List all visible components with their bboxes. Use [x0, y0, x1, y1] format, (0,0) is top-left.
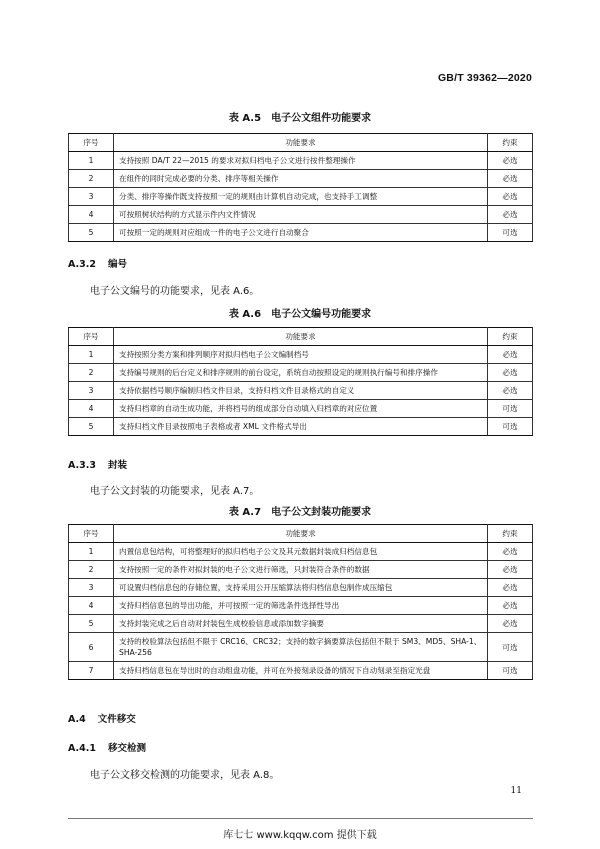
column-header-requirement: 功能要求	[114, 328, 488, 346]
section-number: A.3.3	[68, 460, 96, 471]
table-row: 1 内置信息包结构，可将整理好的拟归档电子公文及其元数据封装成归档信息包 必选	[69, 543, 533, 561]
column-header-number: 序号	[69, 134, 114, 152]
section-title: 编号	[107, 259, 127, 270]
table-row: 1 支持按照分类方案和排列顺序对拟归档电子公文编制档号 必选	[69, 346, 533, 364]
table-a5	[68, 133, 533, 242]
standard-code: GB/T 39362—2020	[437, 72, 532, 84]
table-row: 2 在组件的同时完成必要的分类、排序等相关操作 必选	[69, 170, 533, 188]
section-heading-a332	[68, 256, 127, 270]
column-header-number: 序号	[69, 328, 114, 346]
table-a5-title: 表 A.5 电子公文组件功能要求	[228, 113, 372, 124]
table-row: 2 支持编号规则的后台定义和排序规则的前台设定，系统自动按照设定的规则执行编号和排序操作 必选	[69, 364, 533, 382]
table-a7-title: 表 A.7 电子公文封装功能要求	[228, 507, 372, 518]
table-row: 3 可设置归档信息包的存储位置，支持采用公开压缩算法将归档信息包制作成压缩包 必选	[69, 579, 533, 597]
table-row: 4 支持归档信息包的导出功能，并可按照一定的筛选条件选择性导出 必选	[69, 597, 533, 615]
section-heading-a333	[68, 457, 127, 471]
column-header-requirement: 功能要求	[114, 134, 488, 152]
section-heading-a41	[68, 740, 146, 754]
table-header-row	[69, 134, 533, 152]
footer-download-note: 库七七 www.kqqw.com 提供下载	[223, 830, 377, 841]
paragraph-a41: 电子公文移交检测的功能要求，见表 A.8。	[90, 770, 280, 781]
table-row: 1 支持按照 DA/T 22—2015 的要求对拟归档电子公文进行按件整理操作 必选	[69, 152, 533, 170]
section-number: A.3.2	[68, 259, 96, 270]
table-row: 5 可按照一定的规则对应组成一件的电子公文进行自动聚合 可选	[69, 224, 533, 242]
table-header-row	[69, 328, 533, 346]
table-row: 3 分类、排序等操作既支持按照一定的规则由计算机自动完成，也支持手工调整 必选	[69, 188, 533, 206]
paragraph-a332: 电子公文编号的功能要求，见表 A.6。	[90, 286, 260, 297]
table-row: 5 支持封装完成之后自动对封装包生成校验信息或添加数字摘要 必选	[69, 615, 533, 633]
table-row: 2 支持按照一定的条件对拟封装的电子公文进行筛选，只封装符合条件的数据 必选	[69, 561, 533, 579]
section-title: 文件移交	[97, 714, 136, 725]
paragraph-a333: 电子公文封装的功能要求，见表 A.7。	[90, 486, 260, 497]
table-a6-title: 表 A.6 电子公文编号功能要求	[228, 309, 372, 320]
footer-divider	[68, 818, 533, 819]
table-row: 7 支持归档信息包在导出时的自动组盘功能，并可在外接刻录设备的情况下自动刻录至指定光盘 可选	[69, 662, 533, 680]
section-title: 封装	[107, 460, 127, 471]
table-header-row	[69, 525, 533, 543]
column-header-number: 序号	[69, 525, 114, 543]
page-number: 11	[510, 786, 522, 796]
table-a6	[68, 327, 533, 436]
section-number: A.4	[68, 714, 86, 725]
column-header-constraint: 约束	[488, 525, 533, 543]
section-number: A.4.1	[68, 743, 96, 754]
section-heading-a4	[68, 711, 136, 725]
table-row: 4 可按照树状结构的方式显示件内文件情况 必选	[69, 206, 533, 224]
section-title: 移交检测	[107, 743, 146, 754]
table-row: 5 支持归档文件目录按照电子表格或者 XML 文件格式导出 可选	[69, 418, 533, 436]
table-row: 4 支持归档章的自动生成功能，并将档号的组成部分自动填入归档章的对应位置 可选	[69, 400, 533, 418]
column-header-requirement: 功能要求	[114, 525, 488, 543]
column-header-constraint: 约束	[488, 328, 533, 346]
table-row: 6 支持的校验算法包括但不限于 CRC16、CRC32；支持的数字摘要算法包括但不限于 SM3、MD5、SHA-1、SHA-256 可选	[69, 633, 533, 662]
column-header-constraint: 约束	[488, 134, 533, 152]
table-row: 3 支持依据档号顺序编制归档文件目录，支持归档文件目录格式的自定义 必选	[69, 382, 533, 400]
table-a7	[68, 524, 533, 680]
